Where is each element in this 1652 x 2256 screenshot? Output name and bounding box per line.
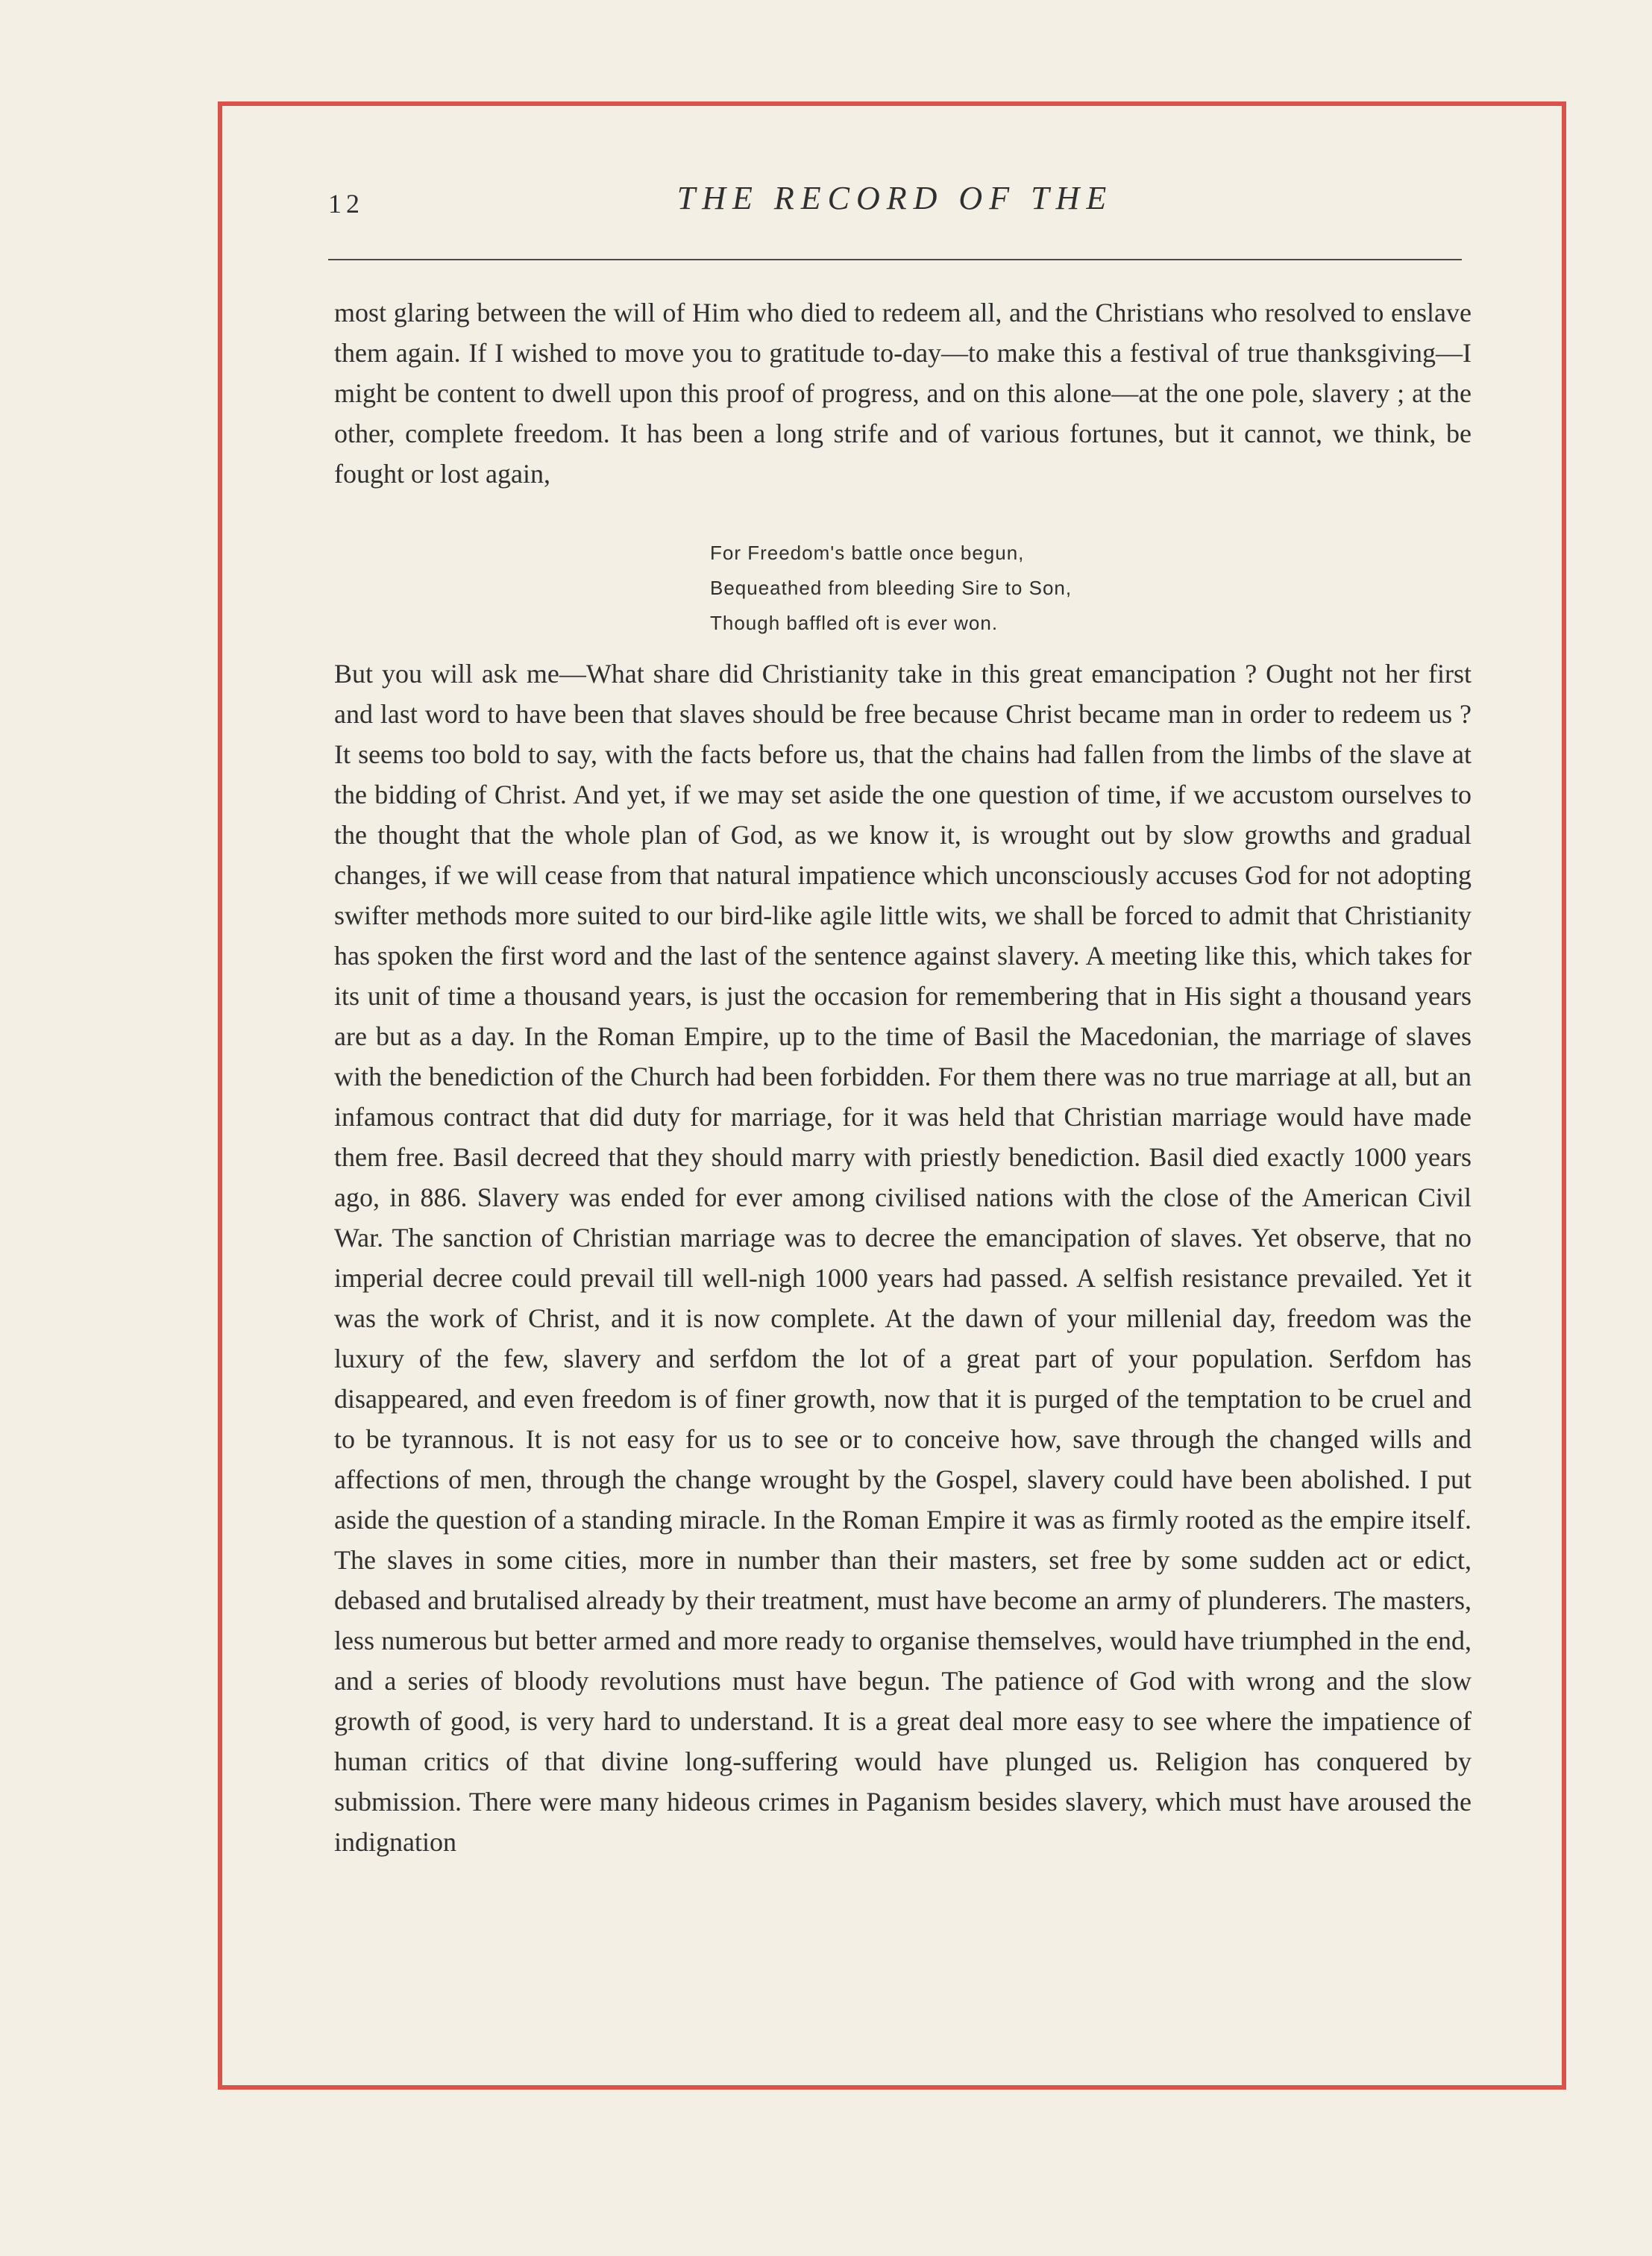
verse-quotation bbox=[710, 536, 1072, 641]
header-rule bbox=[328, 259, 1462, 260]
page-number: 12 bbox=[328, 189, 364, 219]
running-title: THE RECORD OF THE bbox=[676, 180, 1114, 216]
verse-line: Bequeathed from bleeding Sire to Son, bbox=[710, 577, 1072, 599]
verse-line: Though baffled oft is ever won. bbox=[710, 612, 999, 634]
paragraph: But you will ask me—What share did Christianity take in this great emancipation ? Ought not her first and last word to have been that slaves should be free because Christ became man in order to redeem us ? It seems too bold to say, with the facts before us, that the chains had fallen from the limbs of the slave at the bidding of Christ. And yet, if we may set aside the one question of time, if we accustom ourselves to the thought that the whole plan of God, as we know it, is wrought out by slow growths and gradual changes, if we will cease from that natural impatience which unconsciously accuses God for not adopting swifter methods more suited to our bird-like agile little wits, we shall be forced to admit that Christianity has spoken the first word and the last of the sentence against slavery. A meeting like this, which takes for its unit of time a thousand years, is just the occasion for remembering that in His sight a thousand years are but as a day. In the Roman Empire, up to the time of Basil the Macedonian, the marriage of slaves with the benediction of the Church had been forbidden. For them there was no true marriage at all, but an infamous contract that did duty for marriage, for it was held that Christian marriage would have made them free. Basil decreed that they should marry with priestly benediction. Basil died exactly 1000 years ago, in 886. Slavery was ended for ever among civilised nations with the close of the American Civil War. The sanction of Christian marriage was to decree the emancipation of slaves. Yet observe, that no imperial decree could prevail till well-nigh 1000 years had passed. A selfish resistance prevailed. Yet it was the work of Christ, and it is now complete. At the dawn of your millenial day, freedom was the luxury of the few, slavery and serfdom the lot of a great part of your population. Serfdom has disappeared, and even freedom is of finer growth, now that it is purged of the temptation to be cruel and to be tyrannous. It is not easy for us to see or to conceive how, save through the changed wills and affections of men, through the change wrought by the Gospel, slavery could have been abolished. I put aside the question of a standing miracle. In the Roman Empire it was as firmly rooted as the empire itself. The slaves in some cities, more in number than their masters, set free by some sudden act or edict, debased and brutalised already by their treatment, must have become an army of plunderers. The masters, less numerous but better armed and more ready to organise themselves, would have triumphed in the end, and a series of bloody revolutions must have begun. The patience of God with wrong and the slow growth of good, is very hard to understand. It is a great deal more easy to see where the impatience of human critics of that divine long-suffering would have plunged us. Religion has conquered by submission. There were many hideous crimes in Paganism besides slavery, which must have aroused the indignation bbox=[334, 659, 1472, 1857]
verse-line: For Freedom's battle once begun, bbox=[710, 542, 1025, 564]
body-text-top bbox=[334, 292, 1472, 494]
paragraph: most glaring between the will of Him who died to redeem all, and the Christians who resolved to enslave them again. If I wished to move you to gratitude to-day—to make this a festival of true thanksgiving—I might be content to dwell upon this proof of progress, and on this alone—at the one pole, slavery ; at the other, complete freedom. It has been a long strife and of various fortunes, but it cannot, we think, be fought or lost again, bbox=[334, 298, 1472, 489]
body-text-main bbox=[334, 654, 1472, 1862]
